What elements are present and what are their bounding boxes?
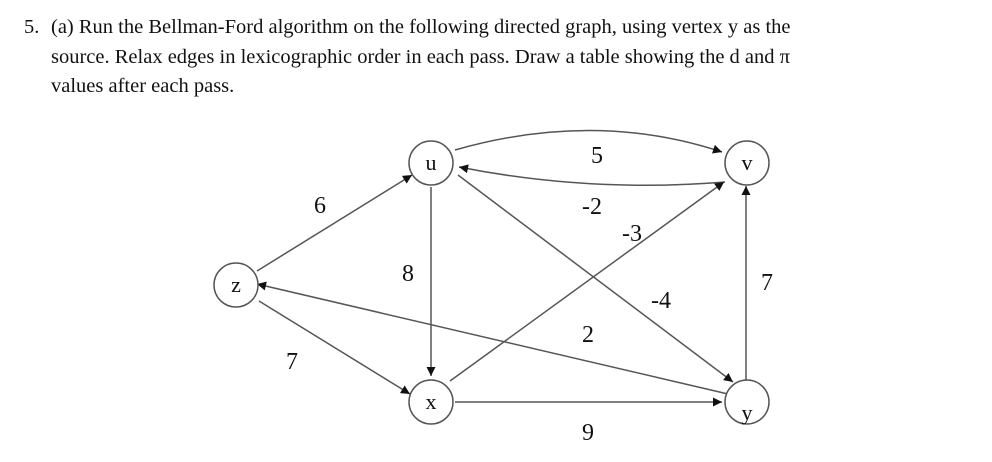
edge-v-u xyxy=(459,167,725,185)
node-z xyxy=(214,263,258,307)
node-u-label: u xyxy=(425,150,437,175)
node-v-label: v xyxy=(741,150,753,175)
weight-label-x-v: -3 xyxy=(622,221,642,247)
node-x-label: x xyxy=(425,389,437,414)
node-y xyxy=(725,380,769,425)
weight-label-z-u: 6 xyxy=(314,193,326,219)
edge-z-u xyxy=(257,175,412,271)
problem-line-2: source. Relax edges in lexicographic order in each pass. Draw a table showing the d and π xyxy=(51,46,790,68)
weight-label-u-x: 8 xyxy=(402,261,414,287)
problem-line-1: (a) Run the Bellman-Ford algorithm on the following directed graph, using vertex y as the xyxy=(51,16,791,38)
weight-label-y-v: 7 xyxy=(761,270,773,296)
weight-label-z-x: 7 xyxy=(286,349,298,375)
edge-u-v xyxy=(455,130,722,152)
weight-label-v-u: -2 xyxy=(582,194,602,220)
weight-label-x-y: 9 xyxy=(582,420,594,446)
weight-label-y-z: 2 xyxy=(582,322,594,348)
node-v xyxy=(725,141,769,185)
node-y-label: y xyxy=(741,400,753,425)
problem-line-3: values after each pass. xyxy=(51,75,235,97)
problem-number: 5. xyxy=(24,16,40,38)
node-x xyxy=(409,380,453,424)
node-u xyxy=(409,141,453,185)
weight-label-u-y: -4 xyxy=(651,288,671,314)
weight-label-u-v: 5 xyxy=(591,143,603,169)
node-z-label: z xyxy=(231,272,241,297)
